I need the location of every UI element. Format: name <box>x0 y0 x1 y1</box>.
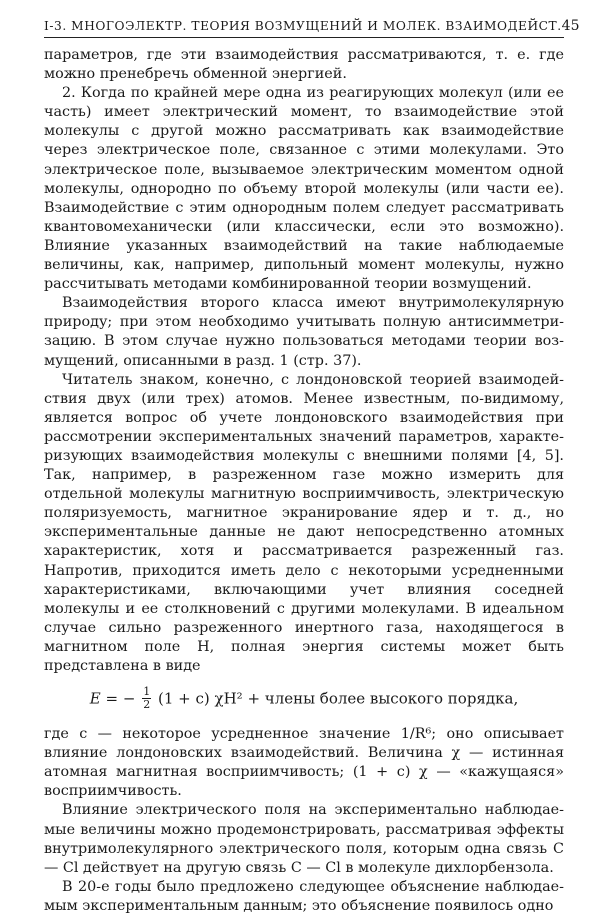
paragraph-electric-field: Влияние электрического поля на экспериментально наблюдаемые величины можно продемонстрировать, рассматривая эффекты внутримолекулярного электрического поля, которым одна связь C — Cl действует на другую связь C — Cl в молекуле дихлорбензола. <box>44 802 564 876</box>
page-number: 45 <box>561 18 580 34</box>
fraction-numerator: 1 <box>143 685 151 699</box>
fraction-denominator: 2 <box>143 698 151 712</box>
paragraph-1920s: В 20-е годы было предложено следующее объяснение наблюдаемым экспериментальным данным; это объяснение появилось одно <box>44 878 564 914</box>
book-page <box>44 18 580 916</box>
running-title: I-3. МНОГОЭЛЕКТР. ТЕОРИЯ ВОЗМУЩЕНИЙ И МОЛЕК. ВЗАИМОДЕЙСТ. <box>44 19 562 33</box>
formula-lhs: E = − <box>89 689 136 708</box>
formula-fraction <box>142 686 151 711</box>
paragraph-formula-explanation: где c — некоторое усредненное значение 1/R⁶; оно описывает влияние лондоновских взаимодействий. Величина χ — истинная атомная магнитная восприимчивость; (1 + c) χ — «кажущаяся» восприимчивость. <box>44 726 564 800</box>
paragraph-item-2: 2. Когда по крайней мере одна из реагирующих молекул (или ее часть) имеет электрический момент, то взаимодействие этой молекулы с другой можно рассматривать как взаимодействие через электрическое поле, связанное с этими молекулами. Это электрическое поле, вызываемое электрическим моментом одной молекулы, однородно по объему второй молекулы (или части ее). Взаимодействие с этим однородным полем следует рассматривать квантовомеханически (или классически, если это возможно). Влияние указанных взаимодействий на такие наблюдаемые величины, как, например, дипольный момент молекулы, нужно рассчитывать методами комбинированной теории возмущений. <box>44 85 564 293</box>
formula-rhs: (1 + c) χH² + члены более высокого порядка, <box>157 689 519 708</box>
body-text <box>44 46 564 916</box>
paragraph-second-class: Взаимодействия второго класса имеют внутримолекулярную природу; при этом необходимо учитывать полную антисимметризацию. В этом случае нужно пользоваться методами теории возмущений, описанными в разд. 1 (стр. 37). <box>44 295 564 369</box>
paragraph-continuation: параметров, где эти взаимодействия рассматриваются, т. е. где можно пренебречь обменной энергией. <box>44 47 564 83</box>
energy-formula <box>44 686 564 711</box>
paragraph-london-theory: Читатель знаком, конечно, с лондоновской теорией взаимодействия двух (или трех) атомов. Менее известным, по-видимому, является вопрос об учете лондоновского взаимодействия при рассмотрении экспериментальных значений параметров, характеризующих взаимодействия молекулы с внешними полями [4, 5]. Так, например, в разреженном газе можно измерить для отдельной молекулы магнитную восприимчивость, электрическую поляризуемость, магнитное экранирование ядер и т. д., но экспериментальные данные не дают непосредственно атомных характеристик, хотя и рассматривается разреженный газ. Напротив, приходится иметь дело с некоторыми усредненными характеристиками, включающими учет влияния соседней молекулы и ее столкновений с другими молекулами. В идеальном случае сильно разреженного инертного газа, находящегося в магнитном поле H, полная энергия системы может быть представлена в виде <box>44 371 564 674</box>
running-header <box>44 18 580 38</box>
